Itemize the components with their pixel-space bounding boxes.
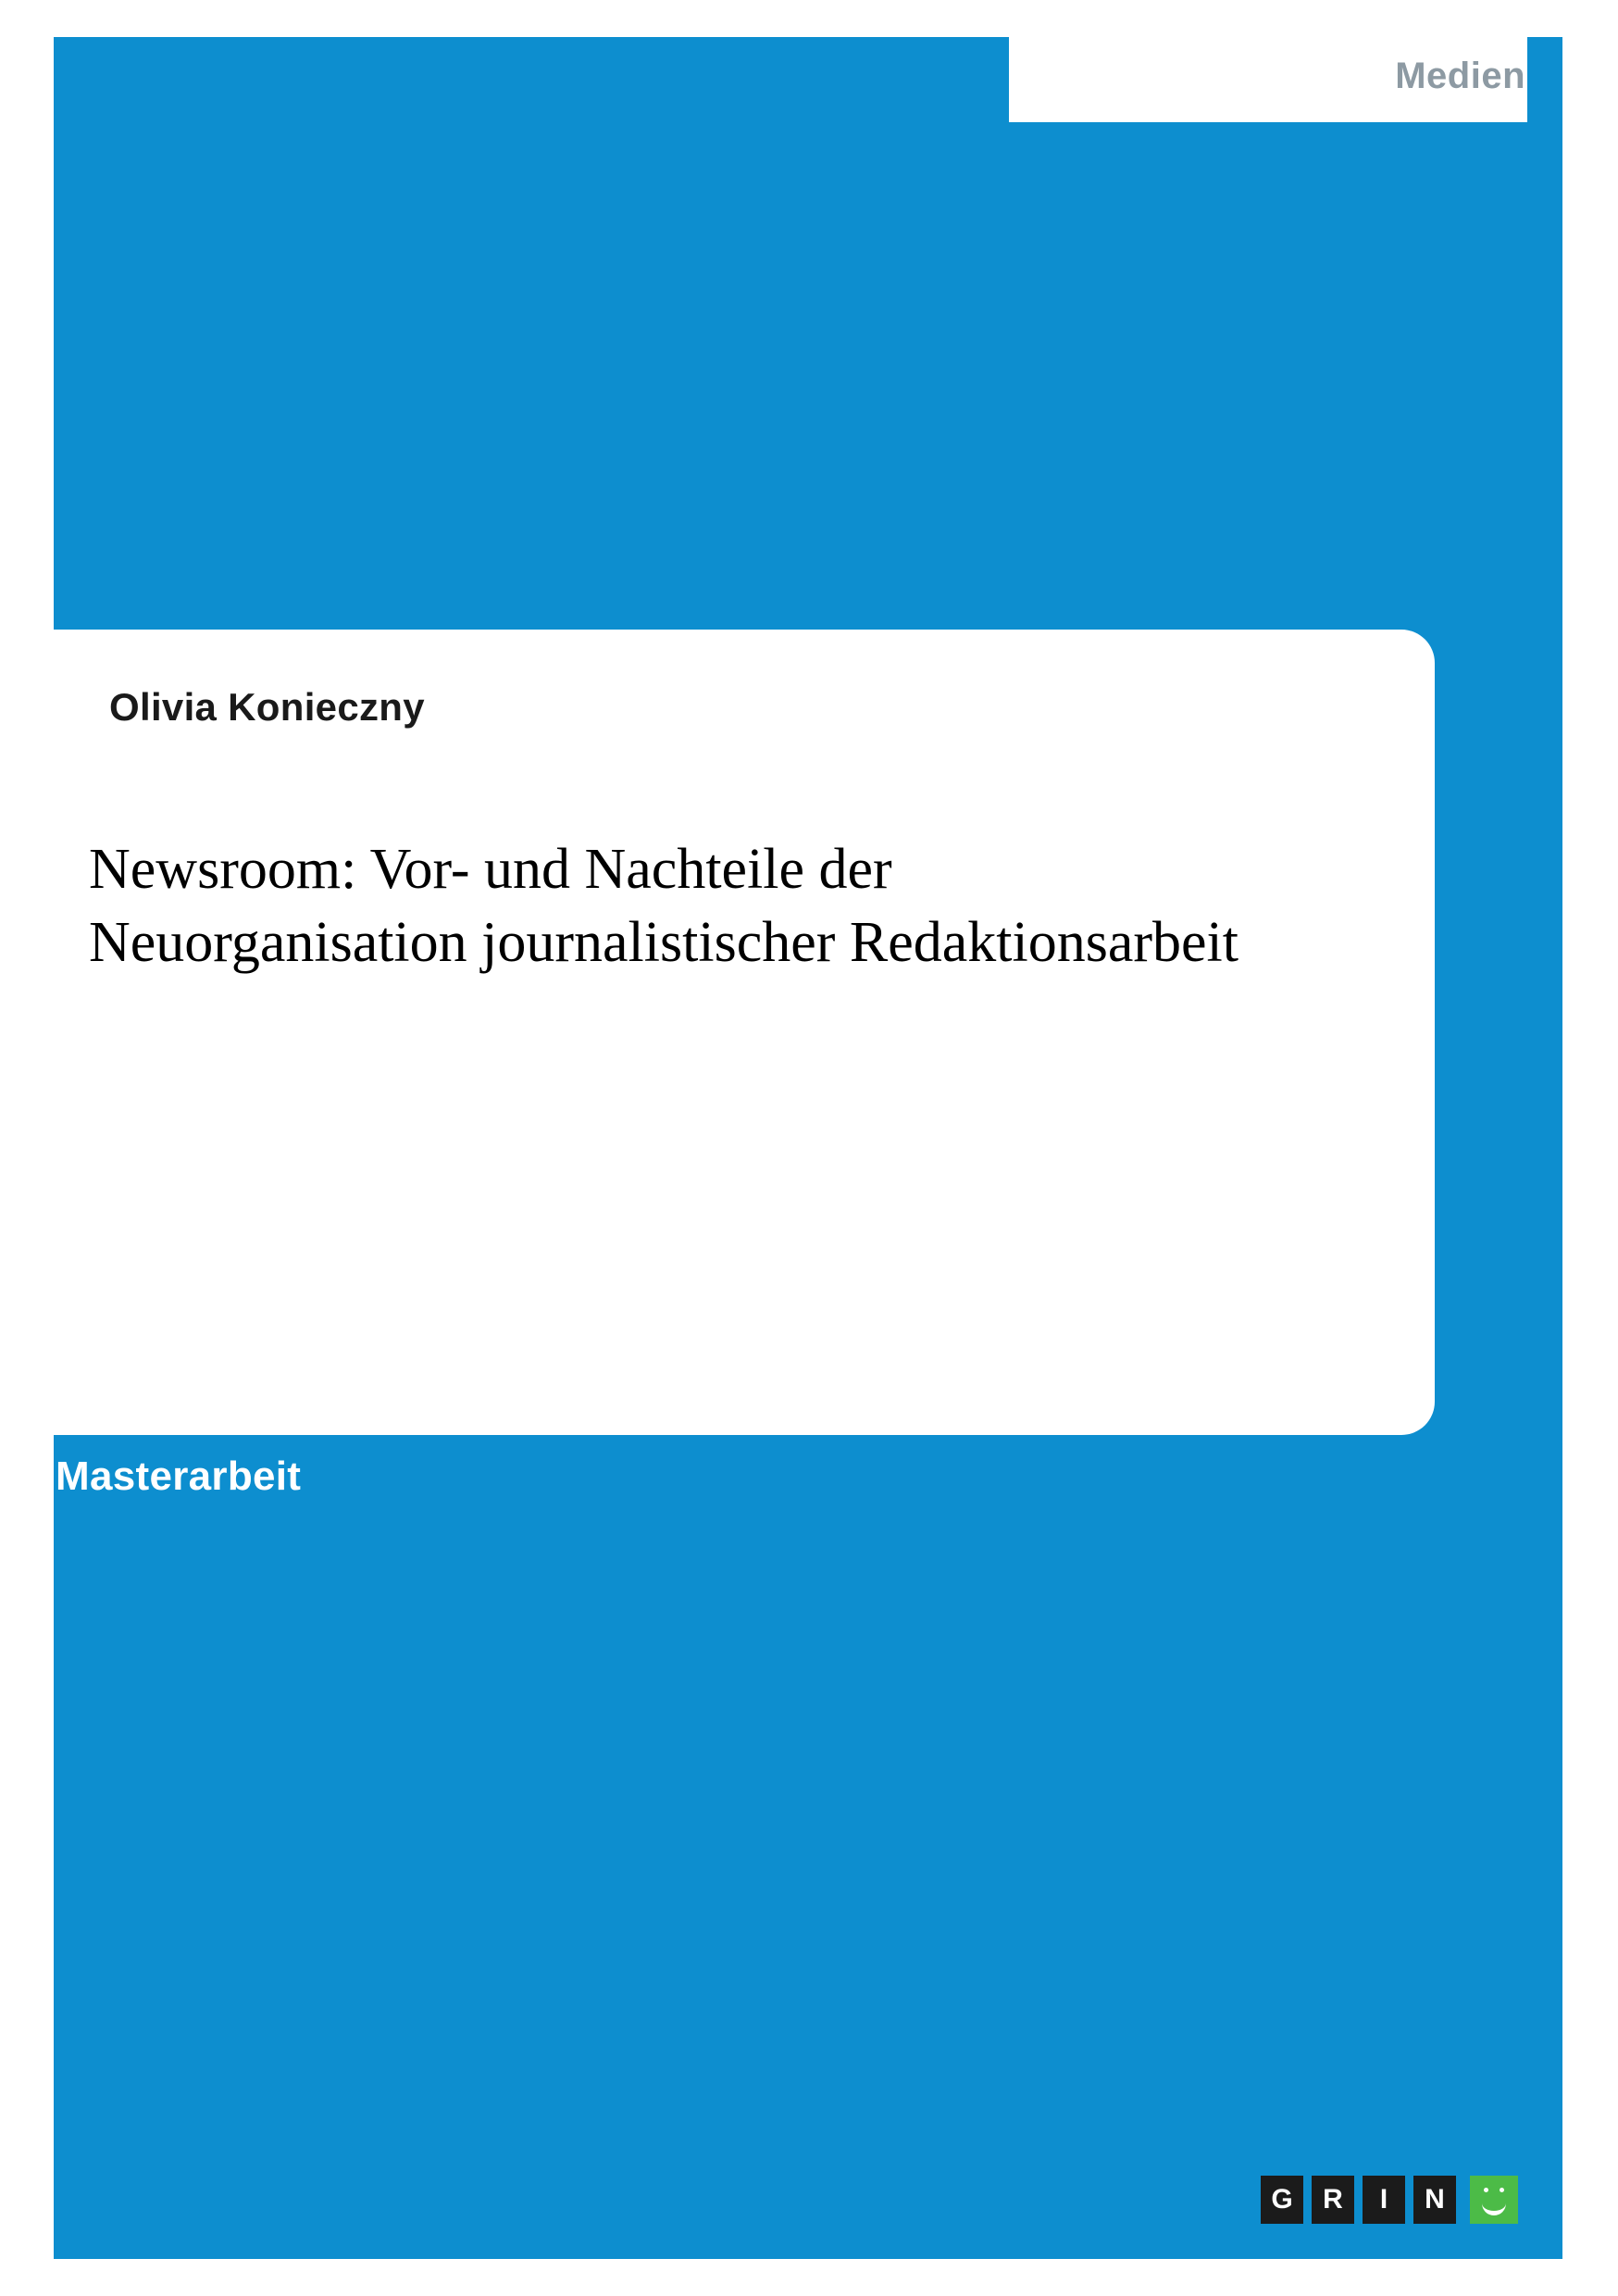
- smiley-icon: [1470, 2176, 1518, 2224]
- page-title: Newsroom: Vor- und Nachteile der Neuorganisation journalistischer Redaktionsarbeit: [89, 838, 1238, 975]
- logo-letter-i: I: [1363, 2176, 1405, 2224]
- author-name: Olivia Konieczny: [109, 685, 425, 729]
- grin-logo: [1261, 2176, 1518, 2224]
- document-type-label: Masterarbeit: [56, 1454, 302, 1499]
- title-card: [0, 630, 1435, 1435]
- logo-letter-r: R: [1312, 2176, 1354, 2224]
- category-label: Medien: [1395, 56, 1525, 96]
- logo-letter-g: G: [1261, 2176, 1303, 2224]
- logo-letter-n: N: [1413, 2176, 1456, 2224]
